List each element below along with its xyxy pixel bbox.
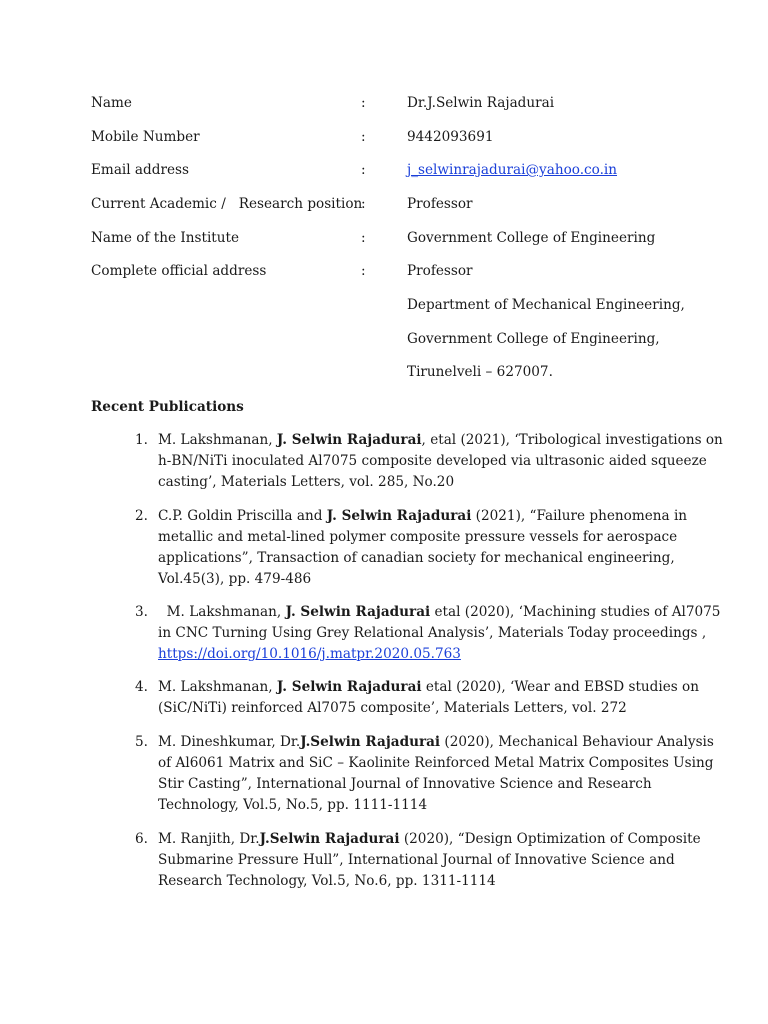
- info-row-email: [0, 159, 768, 181]
- publication-number: 1.: [135, 432, 148, 448]
- pub-title-start: (2021), “Failure phenomena in: [471, 508, 688, 524]
- address-line-college: Government College of Engineering,: [407, 331, 660, 347]
- pub-author-highlight: J.Selwin Rajadurai: [259, 831, 400, 847]
- position-label: Current Academic / Research position: [91, 196, 363, 212]
- pub-line: Submarine Pressure Hull”, International Journal of Innovative Science and: [158, 852, 675, 868]
- publication-text: [158, 430, 723, 493]
- mobile-label: Mobile Number: [91, 129, 200, 145]
- pub-authors: M. Lakshmanan,: [158, 679, 277, 695]
- position-value: Professor: [407, 196, 473, 212]
- info-row-mobile: [0, 126, 768, 148]
- publication-text: [158, 602, 721, 665]
- pub-line: Stir Casting”, International Journal of Innovative Science and Research: [158, 776, 652, 792]
- address-label: Complete official address: [91, 263, 267, 279]
- publication-number: 6.: [135, 831, 148, 847]
- name-value: Dr.J.Selwin Rajadurai: [407, 95, 555, 111]
- mobile-value: 9442093691: [407, 129, 494, 145]
- info-row-position: [0, 193, 768, 215]
- mobile-colon: :: [361, 129, 366, 145]
- doi-link[interactable]: https://doi.org/10.1016/j.matpr.2020.05.763: [158, 646, 461, 662]
- pub-author-highlight: J. Selwin Rajadurai: [276, 679, 422, 695]
- publication-text: [158, 732, 714, 816]
- email-link[interactable]: j_selwinrajadurai@yahoo.co.in: [407, 162, 618, 178]
- pub-line: (SiC/NiTi) reinforced Al7075 composite’, Materials Letters, vol. 272: [158, 700, 627, 716]
- address-line-department: Department of Mechanical Engineering,: [407, 297, 685, 313]
- pub-title-start: , etal (2021), ‘Tribological investigations on: [421, 432, 723, 448]
- publication-number: 5.: [135, 734, 148, 750]
- institute-colon: :: [361, 230, 366, 246]
- pub-title-start: (2020), Mechanical Behaviour Analysis: [440, 734, 714, 750]
- pub-line: in CNC Turning Using Grey Relational Analysis’, Materials Today proceedings ,: [158, 625, 707, 641]
- email-label: Email address: [91, 162, 189, 178]
- publication-text: [158, 506, 688, 590]
- address-line-city: Tirunelveli – 627007.: [407, 364, 553, 380]
- address-value: Professor: [407, 263, 473, 279]
- pub-line: metallic and metal-lined polymer composite pressure vessels for aerospace: [158, 529, 678, 545]
- name-colon: :: [361, 95, 366, 111]
- pub-line: Vol.45(3), pp. 479-486: [158, 571, 312, 587]
- publication-text: [158, 677, 699, 719]
- pub-title-start: (2020), “Design Optimization of Composite: [399, 831, 701, 847]
- pub-authors: M. Dineshkumar, Dr.: [158, 734, 301, 750]
- pub-author-highlight: J.Selwin Rajadurai: [300, 734, 441, 750]
- publication-number: 3.: [135, 604, 148, 620]
- publication-number: 4.: [135, 679, 148, 695]
- institute-value: Government College of Engineering: [407, 230, 656, 246]
- pub-author-highlight: J. Selwin Rajadurai: [276, 432, 422, 448]
- pub-line: Technology, Vol.5, No.5, pp. 1111-1114: [158, 797, 428, 813]
- recent-publications-heading: Recent Publications: [91, 399, 244, 415]
- pub-author-highlight: J. Selwin Rajadurai: [285, 604, 431, 620]
- pub-line: Research Technology, Vol.5, No.6, pp. 1311-1114: [158, 873, 496, 889]
- pub-authors: M. Lakshmanan,: [158, 604, 286, 620]
- info-row-institute: [0, 227, 768, 249]
- pub-line: casting’, Materials Letters, vol. 285, No.20: [158, 474, 455, 490]
- email-colon: :: [361, 162, 366, 178]
- pub-line: applications”, Transaction of canadian society for mechanical engineering,: [158, 550, 675, 566]
- position-colon: :: [361, 196, 366, 212]
- publication-number: 2.: [135, 508, 148, 524]
- info-row-name: [0, 92, 768, 114]
- address-colon: :: [361, 263, 366, 279]
- pub-authors: M. Ranjith, Dr.: [158, 831, 260, 847]
- name-label: Name: [91, 95, 132, 111]
- institute-label: Name of the Institute: [91, 230, 240, 246]
- pub-line: h-BN/NiTi inoculated Al7075 composite developed via ultrasonic aided squeeze: [158, 453, 707, 469]
- pub-authors: C.P. Goldin Priscilla and: [158, 508, 327, 524]
- pub-title-start: etal (2020), ‘Wear and EBSD studies on: [421, 679, 699, 695]
- pub-author-highlight: J. Selwin Rajadurai: [326, 508, 472, 524]
- info-row-address: [0, 260, 768, 282]
- pub-title-start: etal (2020), ‘Machining studies of Al7075: [430, 604, 721, 620]
- publication-text: [158, 829, 701, 892]
- pub-line: of Al6061 Matrix and SiC – Kaolinite Reinforced Metal Matrix Composites Using: [158, 755, 714, 771]
- pub-authors: M. Lakshmanan,: [158, 432, 277, 448]
